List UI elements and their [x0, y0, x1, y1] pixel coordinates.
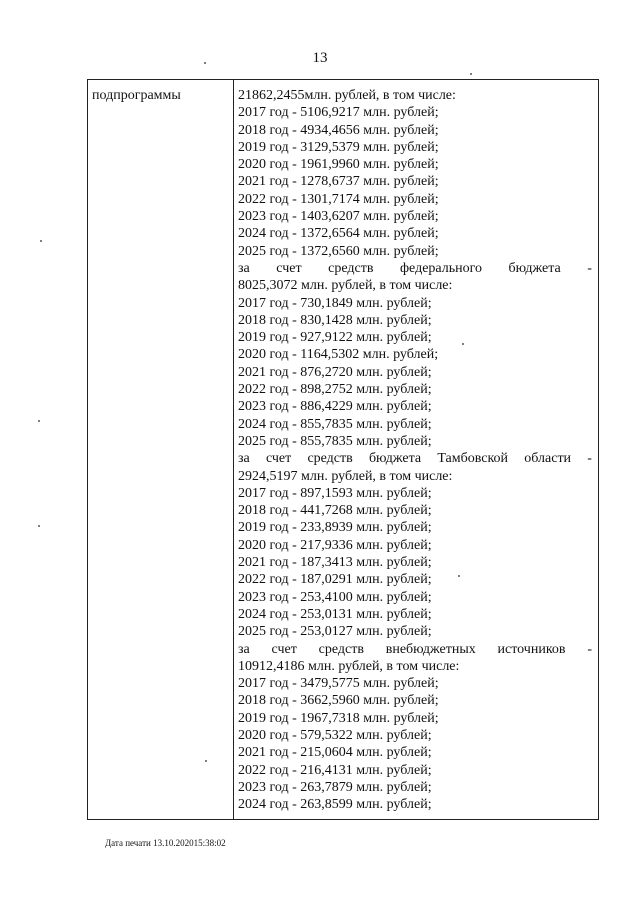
- scan-speck: [38, 525, 40, 527]
- heading-word: средств: [318, 641, 364, 657]
- funding-line: 2024 год - 1372,6564 млн. рублей;: [238, 226, 439, 242]
- scan-speck: [458, 575, 460, 577]
- scan-speck: [470, 73, 472, 75]
- funding-source-heading: [238, 450, 592, 467]
- heading-word: внебюджетных: [385, 641, 476, 657]
- funding-line: 2020 год - 1961,9960 млн. рублей;: [238, 157, 439, 173]
- heading-word: счет: [276, 260, 302, 276]
- heading-word: области: [524, 451, 572, 467]
- funding-line: 2020 год - 217,9336 млн. рублей;: [238, 537, 432, 553]
- column-divider: [233, 80, 234, 819]
- funding-line: 2018 год - 830,1428 млн. рублей;: [238, 312, 432, 328]
- funding-line: 2022 год - 898,2752 млн. рублей;: [238, 382, 432, 398]
- funding-line: 2017 год - 897,1593 млн. рублей;: [238, 485, 432, 501]
- funding-line: 2022 год - 1301,7174 млн. рублей;: [238, 191, 439, 207]
- funding-line: 8025,3072 млн. рублей, в том числе:: [238, 278, 453, 294]
- heading-word: федерального: [399, 260, 482, 276]
- heading-word: за: [238, 451, 250, 467]
- funding-table: [87, 79, 599, 820]
- funding-line: 2021 год - 1278,6737 млн. рублей;: [238, 174, 439, 190]
- heading-word: счет: [271, 641, 297, 657]
- funding-line: 2023 год - 263,7879 млн. рублей;: [238, 779, 432, 795]
- funding-details-cell: [238, 87, 592, 813]
- heading-word: средств: [328, 260, 374, 276]
- heading-word: бюджета: [368, 451, 422, 467]
- funding-line: 2020 год - 1164,5302 млн. рублей;: [238, 347, 439, 363]
- funding-line: 2024 год - 253,0131 млн. рублей;: [238, 606, 432, 622]
- funding-line: 2024 год - 263,8599 млн. рублей;: [238, 797, 432, 813]
- funding-line: 2025 год - 855,7835 млн. рублей;: [238, 433, 432, 449]
- scan-speck: [205, 760, 207, 762]
- page-number: 13: [312, 50, 328, 66]
- funding-line: 2017 год - 3479,5775 млн. рублей;: [238, 676, 439, 692]
- funding-line: 2018 год - 4934,4656 млн. рублей;: [238, 122, 439, 138]
- heading-word: за: [238, 641, 250, 657]
- funding-line: 2924,5197 млн. рублей, в том числе:: [238, 468, 453, 484]
- funding-line: 2024 год - 855,7835 млн. рублей;: [238, 416, 432, 432]
- scan-speck: [40, 240, 42, 242]
- funding-line: 2017 год - 730,1849 млн. рублей;: [238, 295, 432, 311]
- scan-speck: [38, 420, 40, 422]
- funding-line: 2019 год - 1967,7318 млн. рублей;: [238, 710, 439, 726]
- scan-speck: [462, 343, 464, 345]
- funding-line: 2023 год - 253,4100 млн. рублей;: [238, 589, 432, 605]
- funding-line: 2021 год - 187,3413 млн. рублей;: [238, 555, 432, 571]
- funding-line: 2019 год - 927,9122 млн. рублей;: [238, 330, 432, 346]
- funding-line: 2023 год - 886,4229 млн. рублей;: [238, 399, 432, 415]
- funding-line: 2025 год - 1372,6560 млн. рублей;: [238, 243, 439, 259]
- funding-line: 2018 год - 441,7268 млн. рублей;: [238, 503, 432, 519]
- print-date-footer: Дата печати 13.10.202015:38:02: [105, 838, 226, 848]
- funding-line: 2021 год - 215,0604 млн. рублей;: [238, 745, 432, 761]
- funding-line: 2017 год - 5106,9217 млн. рублей;: [238, 105, 439, 121]
- funding-line: 2021 год - 876,2720 млн. рублей;: [238, 364, 432, 380]
- funding-line: 2019 год - 3129,5379 млн. рублей;: [238, 139, 439, 155]
- heading-word: Тамбовской: [437, 451, 509, 467]
- funding-line: 2018 год - 3662,5960 млн. рублей;: [238, 693, 439, 709]
- heading-word: за: [238, 260, 250, 276]
- funding-line: 2022 год - 216,4131 млн. рублей;: [238, 762, 432, 778]
- funding-line: 2022 год - 187,0291 млн. рублей;: [238, 572, 432, 588]
- heading-word: бюджета: [508, 260, 561, 276]
- funding-source-heading: [238, 641, 592, 658]
- heading-word: -: [587, 260, 592, 276]
- funding-line: 21862,2455млн. рублей, в том числе:: [238, 88, 456, 103]
- funding-source-heading: [238, 260, 592, 277]
- funding-line: 2020 год - 579,5322 млн. рублей;: [238, 727, 432, 743]
- scan-speck: [204, 62, 206, 64]
- heading-word: источников: [497, 641, 566, 657]
- funding-line: 2019 год - 233,8939 млн. рублей;: [238, 520, 432, 536]
- heading-word: -: [587, 641, 592, 657]
- funding-line: 10912,4186 млн. рублей, в том числе:: [238, 658, 460, 674]
- table-label-cell: подпрограммы: [92, 88, 181, 103]
- heading-word: -: [587, 451, 592, 467]
- heading-word: средств: [307, 451, 353, 467]
- funding-line: 2023 год - 1403,6207 млн. рублей;: [238, 209, 439, 225]
- funding-line: 2025 год - 253,0127 млн. рублей;: [238, 624, 432, 640]
- heading-word: счет: [265, 451, 292, 467]
